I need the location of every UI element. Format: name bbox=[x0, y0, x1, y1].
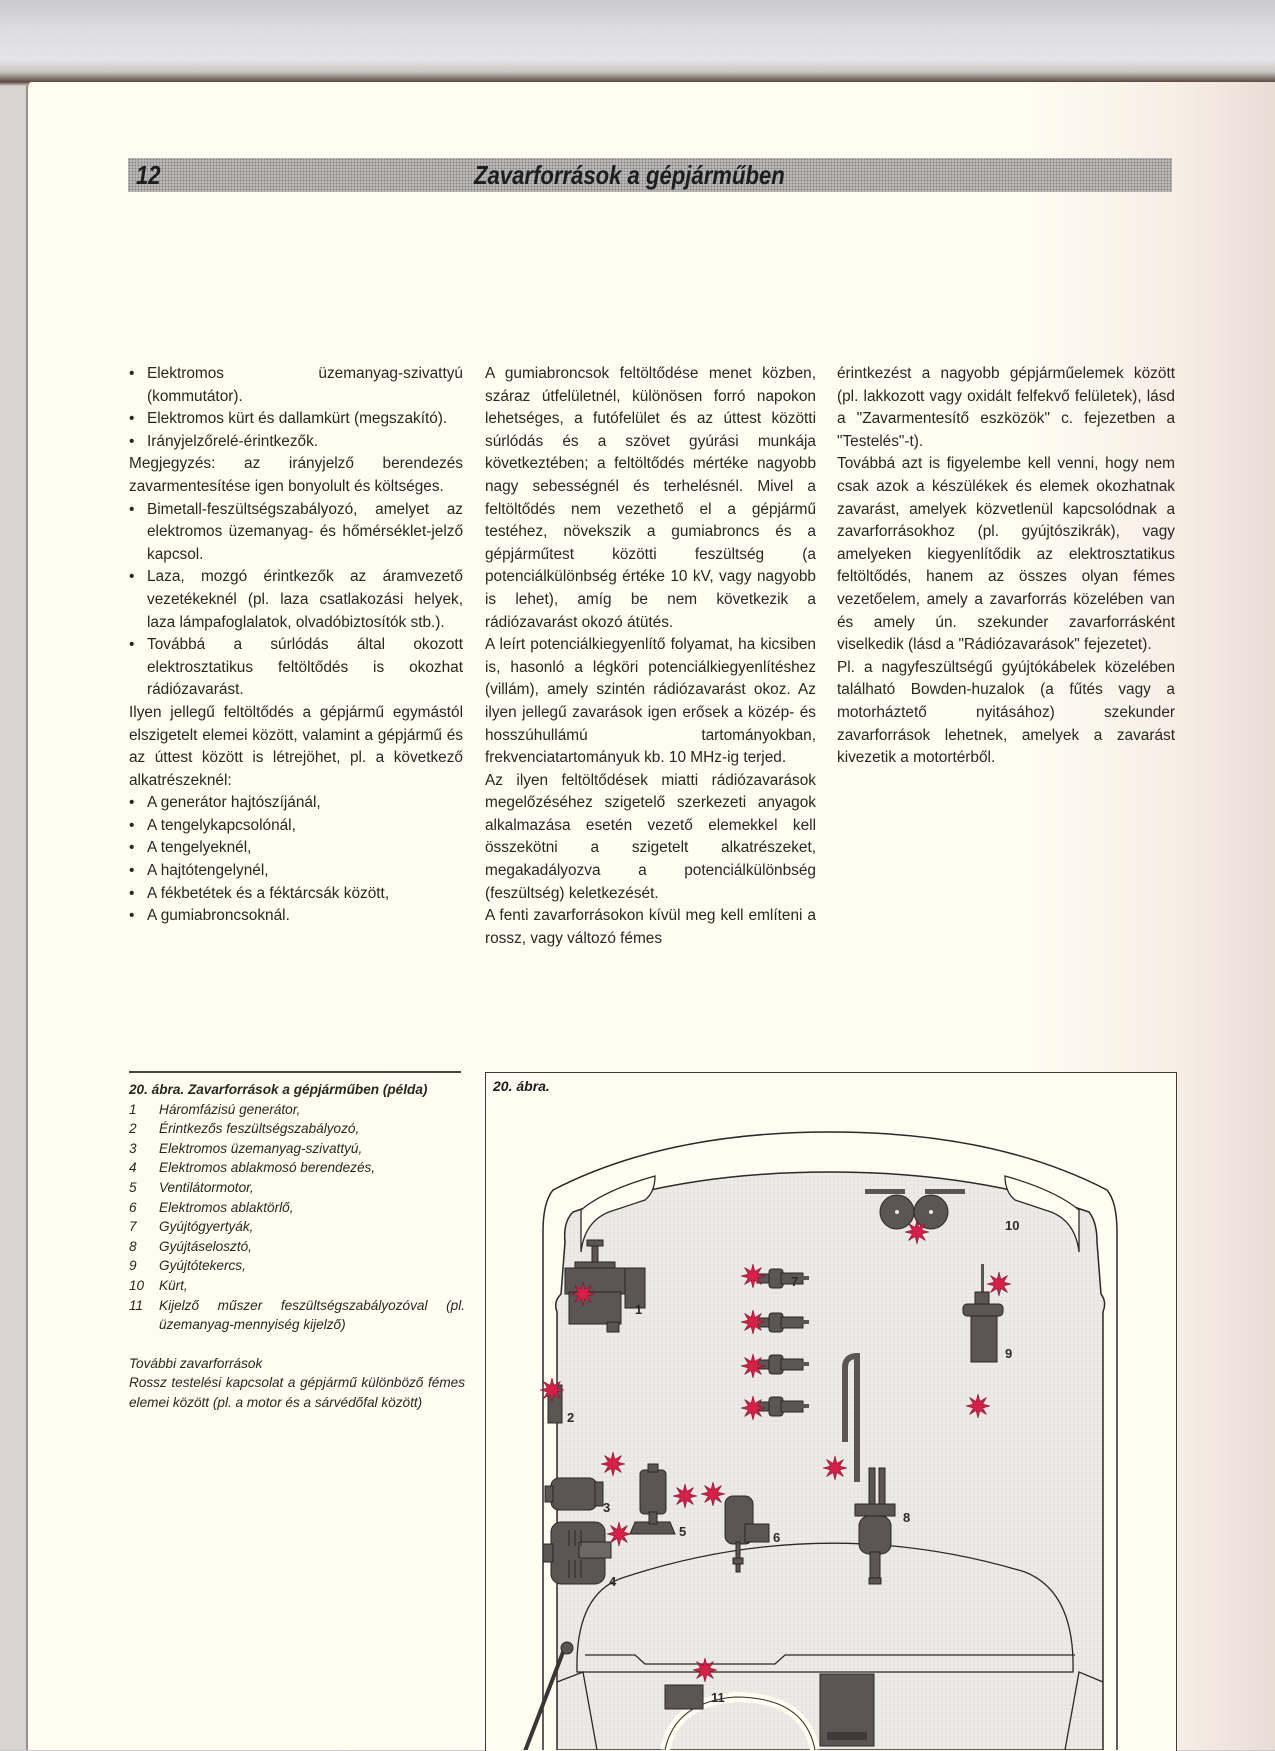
legend-item bbox=[129, 1158, 465, 1178]
legend-number: 6 bbox=[129, 1199, 137, 1215]
component-label-5: 5 bbox=[679, 1524, 687, 1539]
component-label-9: 9 bbox=[1005, 1346, 1013, 1361]
legend-item bbox=[129, 1139, 465, 1159]
caption-title: 20. ábra. Zavarforrások a gépjárműben (példa) bbox=[129, 1082, 428, 1097]
legend-item bbox=[129, 1296, 465, 1335]
bullet-item: • A tengelykapcsolónál, bbox=[129, 815, 463, 838]
spark-icon bbox=[601, 1452, 625, 1476]
legend-number: 3 bbox=[129, 1140, 137, 1156]
legend-item bbox=[129, 1100, 465, 1120]
legend-item bbox=[129, 1237, 465, 1257]
component-label-4: 4 bbox=[609, 1574, 617, 1589]
text-column-2 bbox=[485, 363, 816, 950]
legend-number: 11 bbox=[129, 1297, 144, 1313]
spark-icon bbox=[966, 1394, 990, 1418]
legend-item bbox=[129, 1119, 465, 1139]
legend-number: 9 bbox=[129, 1258, 137, 1274]
text-column-1 bbox=[129, 363, 463, 928]
figure-label: 20. ábra. bbox=[493, 1078, 550, 1094]
bullet-item: • A hajtótengelynél, bbox=[129, 860, 463, 883]
figure-caption bbox=[129, 1080, 465, 1413]
spark-icon bbox=[741, 1310, 765, 1334]
paragraph: Az ilyen feltöltődések miatti rádiózavarások megelőzéséhez szigetelő szerkezeti anyagok alkalmazása esetén vezető elemekkel kell összekötni a szigetelt alkatrészeket, megakadályozva a potenciálkülönbség (feszültség) keletkezését. bbox=[485, 771, 816, 902]
component-label-3: 3 bbox=[603, 1500, 611, 1515]
paragraph: Ilyen jellegű feltöltődés a gépjármű egymástól elszigetelt elemei között, valamint a gépjármű és az úttest között is létrejöhet, pl. a következő alkatrészeknél: bbox=[129, 703, 463, 789]
paragraph: Továbbá azt is figyelembe kell venni, hogy nem csak azok a készülékek és elemek okozhatnak zavarást, amelyek közvetlenül kapcsolódnak a zavarforrásokhoz (pl. gyújtószikrák), vagy amelyeken kiegyenlítődik az elektrosztatikus feltöltődés, hanem az összes olyan fémes vezetőelem, amely a zavarforrás közelében van és amely ún. szekunder zavarforrásként viselkedik (lásd a "Rádiózavarások" fejezetet). bbox=[837, 455, 1175, 654]
legend-number: 4 bbox=[129, 1160, 137, 1176]
running-header-title: Zavarforrások a gépjárműben bbox=[474, 160, 785, 190]
legend-item bbox=[129, 1198, 465, 1218]
spark-icon bbox=[693, 1658, 717, 1682]
fuel-gauge-component bbox=[665, 1685, 703, 1709]
legend-number: 10 bbox=[129, 1277, 145, 1293]
component-label-7: 7 bbox=[791, 1274, 799, 1289]
legend-text: Érintkezős feszültségszabályozó, bbox=[159, 1121, 360, 1137]
legend-text: Elektromos üzemanyag-szivattyú, bbox=[159, 1140, 363, 1156]
spark-icon bbox=[905, 1220, 929, 1244]
legend-number: 2 bbox=[129, 1121, 137, 1137]
paragraph: érintkezést a nagyobb gépjárműelemek között (pl. lakkozott vagy oxidált felfekvő felületek), lásd a "Zavarmentesítő eszközök" c. fejezetben a "Testelés"-t). bbox=[837, 365, 1175, 450]
legend-number: 5 bbox=[129, 1179, 137, 1195]
car-interference-diagram bbox=[485, 1072, 1175, 1750]
legend-text: Kürt, bbox=[159, 1277, 188, 1293]
legend-text: Gyújtógyertyák, bbox=[159, 1219, 254, 1235]
component-label-10: 10 bbox=[1005, 1218, 1020, 1233]
bullet-item: • Elektromos üzemanyag-szivattyú (kommutátor). bbox=[129, 363, 463, 408]
washer-pump-component bbox=[543, 1522, 611, 1584]
bullet-item: • Bimetall-feszültségszabályozó, amelyet az elektromos üzemanyag- és hőmérséklet-jelző kapcsol. bbox=[129, 499, 463, 567]
spark-icon bbox=[540, 1378, 564, 1402]
fuel-pump-component bbox=[545, 1478, 603, 1510]
legend-number: 1 bbox=[129, 1101, 137, 1117]
legend-item bbox=[129, 1178, 465, 1198]
spark-icon bbox=[673, 1484, 697, 1508]
component-label-1: 1 bbox=[635, 1302, 643, 1317]
legend-text: Elektromos ablakmosó berendezés, bbox=[159, 1160, 376, 1176]
legend-text: Elektromos ablaktörlő, bbox=[159, 1199, 294, 1215]
spark-icon bbox=[571, 1282, 595, 1306]
component-label-2: 2 bbox=[567, 1410, 575, 1425]
paragraph: A gumiabroncsok feltöltődése menet közben, száraz útfelületnél, különösen forró napokon lehetséges, a futófelület és az úttest közötti súrlódás és a szövet gyúrási munkája következtében; a feltöltődés mértéke nagyobb nagy sebességnél és terhelésnél. Mivel a feltöltődés nem vezethető el a gépjármű testéhez, növekszik a gumiabroncs és a gépjárműtest közötti feszültség (a potenciálkülönbség értéke 10 kV, vagy nagyobb is lehet), amíg be nem következik a rádiózavarást okozó átütés. bbox=[485, 365, 816, 631]
legend-text: Kijelző műszer feszültségszabályozóval (pl. üzemanyag-mennyiség kijelző) bbox=[159, 1297, 465, 1333]
paragraph: Megjegyzés: az irányjelző berendezés zavarmentesítése igen bonyolult és költséges. bbox=[129, 455, 463, 495]
legend-text: Gyújtáselosztó, bbox=[159, 1238, 252, 1254]
bullet-item: • A fékbetétek és a féktárcsák között, bbox=[129, 883, 463, 906]
spark-icon bbox=[823, 1456, 847, 1480]
bullet-item: • A tengelyeknél, bbox=[129, 837, 463, 860]
text-column-3 bbox=[837, 363, 1175, 770]
bullet-item: • Irányjelzőrelé-érintkezők. bbox=[129, 431, 463, 454]
component-label-11: 11 bbox=[711, 1690, 725, 1705]
legend-item bbox=[129, 1276, 465, 1296]
legend-item bbox=[129, 1256, 465, 1276]
spark-icon bbox=[701, 1482, 725, 1506]
paragraph: A fenti zavarforrásokon kívül meg kell említeni a rossz, vagy változó fémes bbox=[485, 907, 816, 947]
caption-rule bbox=[129, 1071, 461, 1073]
figure-legend bbox=[129, 1100, 465, 1335]
paragraph: Pl. a nagyfeszültségű gyújtókábelek közelében található Bowden-huzalok (a fűtés vagy a motorháztető nyitásához) szekunder zavarforrások lehetnek, amelyek a zavarást kivezetik a motortérből. bbox=[837, 658, 1175, 767]
page-number: 12 bbox=[136, 160, 161, 190]
legend-text: Háromfázisú generátor, bbox=[159, 1101, 301, 1117]
further-sources-text: Rossz testelési kapcsolat a gépjármű különböző fémes elemei között (pl. a motor és a sárvédőfal között) bbox=[129, 1375, 465, 1410]
component-label-8: 8 bbox=[903, 1510, 911, 1525]
legend-item bbox=[129, 1217, 465, 1237]
bullet-item: • A gumiabroncsoknál. bbox=[129, 905, 463, 928]
bullet-item: • Továbbá a súrlódás által okozott elektrosztatikus feltöltődés is okozhat rádiózavarást. bbox=[129, 634, 463, 702]
legend-number: 7 bbox=[129, 1219, 137, 1235]
spark-icon bbox=[987, 1272, 1011, 1296]
legend-number: 8 bbox=[129, 1238, 137, 1254]
bullet-item: • Elektromos kürt és dallamkürt (megszakító). bbox=[129, 408, 463, 431]
legend-text: Ventilátormotor, bbox=[159, 1179, 254, 1195]
component-label-6: 6 bbox=[773, 1530, 781, 1545]
bullet-item: • A generátor hajtószíjánál, bbox=[129, 792, 463, 815]
spark-icon bbox=[741, 1264, 765, 1288]
spark-icon bbox=[741, 1354, 765, 1378]
further-sources-title: További zavarforrások bbox=[129, 1355, 263, 1371]
legend-text: Gyújtótekercs, bbox=[159, 1258, 246, 1274]
spark-icon bbox=[741, 1396, 765, 1420]
bullet-item: • Laza, mozgó érintkezők az áramvezető vezetékeknél (pl. laza csatlakozási helyek, laza lámpafoglalatok, olvadóbiztosítók stb.). bbox=[129, 566, 463, 634]
paragraph: A leírt potenciálkiegyenlítő folyamat, ha kicsiben is, hasonló a légköri potenciálkiegyenlítéshez (villám), amely szintén rádiózavarást okoz. Az ilyen jellegű zavarások igen erősek a közép- és hosszúhullámú tartományokban, frekvenciatartományuk kb. 10 MHz-ig terjed. bbox=[485, 636, 816, 767]
spark-icon bbox=[607, 1522, 631, 1546]
